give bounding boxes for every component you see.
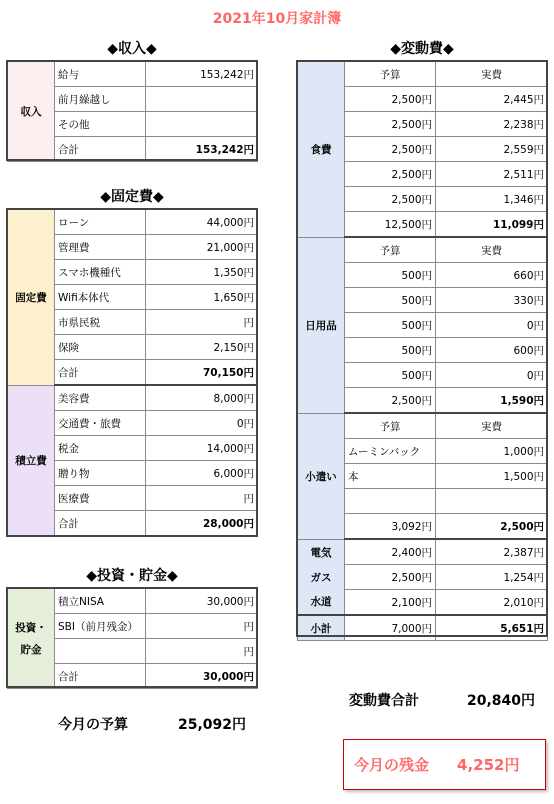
savings-total-label: 合計	[55, 511, 146, 536]
fixed-row-label: 保険	[55, 335, 146, 360]
food-budget: 2,500円	[345, 112, 436, 137]
income-category: 収入	[8, 62, 55, 162]
daily-actual: 660円	[436, 263, 548, 288]
invest-category-line2: 貯金	[20, 643, 42, 656]
util-actual: 1,254円	[436, 565, 548, 590]
pocket-actual: 1,500円	[436, 464, 548, 489]
food-total-budget: 12,500円	[345, 212, 436, 238]
util-actual: 2,387円	[436, 539, 548, 565]
var-total-label: 変動費合計	[349, 693, 419, 709]
daily-budget: 500円	[345, 263, 436, 288]
daily-actual: 0円	[436, 363, 548, 388]
invest-total-label: 合計	[55, 664, 146, 689]
food-total-actual: 11,099円	[436, 212, 548, 238]
fixed-heading: ◆固定費◆	[100, 189, 164, 205]
food-actual: 2,445円	[436, 87, 548, 112]
income-row-value: 153,242円	[146, 62, 258, 87]
fixed-row-value: 1,350円	[146, 260, 258, 285]
savings-category: 積立費	[8, 385, 55, 536]
variable-table	[297, 61, 548, 641]
fixed-total-value: 70,150円	[146, 360, 258, 386]
util-label: 水道	[298, 590, 345, 616]
food-actual: 2,238円	[436, 112, 548, 137]
income-table	[7, 61, 258, 162]
income-row-label: 前月繰越し	[55, 87, 146, 112]
savings-row-value: 0円	[146, 411, 258, 436]
util-label: ガス	[298, 565, 345, 590]
daily-actual: 0円	[436, 313, 548, 338]
fixed-row-value: 21,000円	[146, 235, 258, 260]
income-row-value	[146, 112, 258, 137]
food-category: 食費	[298, 62, 345, 238]
invest-heading: ◆投資・貯金◆	[86, 568, 178, 584]
savings-total-value: 28,000円	[146, 511, 258, 536]
fixed-row-value: 円	[146, 310, 258, 335]
daily-category: 日用品	[298, 237, 345, 413]
fixed-row-value: 2,150円	[146, 335, 258, 360]
col-actual-header: 実費	[436, 413, 548, 439]
savings-row-label: 医療費	[55, 486, 146, 511]
fixed-row-label: 管理費	[55, 235, 146, 260]
remaining-label: 今月の残金	[354, 756, 430, 774]
pocket-item	[345, 489, 436, 514]
invest-row-value: 円	[146, 639, 258, 664]
fixed-row-label: 市県民税	[55, 310, 146, 335]
invest-row-label	[55, 639, 146, 664]
savings-row-label: 交通費・旅費	[55, 411, 146, 436]
invest-row-value: 円	[146, 614, 258, 639]
income-total-value: 153,242円	[146, 137, 258, 162]
income-heading: ◆収入◆	[107, 41, 157, 57]
savings-row-label: 税金	[55, 436, 146, 461]
col-actual-header: 実費	[436, 237, 548, 263]
fixed-category: 固定費	[8, 210, 55, 386]
food-actual: 2,559円	[436, 137, 548, 162]
food-budget: 2,500円	[345, 162, 436, 187]
col-budget-header: 予算	[345, 413, 436, 439]
invest-row-label: SBI（前月残金）	[55, 614, 146, 639]
fixed-row-value: 44,000円	[146, 210, 258, 235]
daily-budget: 500円	[345, 313, 436, 338]
income-total-label: 合計	[55, 137, 146, 162]
util-budget: 2,100円	[345, 590, 436, 616]
subtotal-actual: 5,651円	[436, 615, 548, 641]
daily-budget: 500円	[345, 338, 436, 363]
savings-row-label: 贈り物	[55, 461, 146, 486]
daily-actual: 600円	[436, 338, 548, 363]
pocket-category: 小遣い	[298, 413, 345, 539]
invest-category-line1: 投資・	[15, 621, 47, 634]
daily-total-budget: 2,500円	[345, 388, 436, 414]
fixed-total-label: 合計	[55, 360, 146, 386]
daily-total-actual: 1,590円	[436, 388, 548, 414]
invest-total-value: 30,000円	[146, 664, 258, 689]
subtotal-label: 小計	[298, 615, 345, 641]
invest-row-value: 30,000円	[146, 589, 258, 614]
col-actual-header: 実費	[436, 62, 548, 87]
pocket-actual: 1,000円	[436, 439, 548, 464]
food-budget: 2,500円	[345, 87, 436, 112]
invest-table	[7, 588, 258, 689]
fixed-row-label: スマホ機種代	[55, 260, 146, 285]
pocket-total-budget: 3,092円	[345, 514, 436, 540]
remaining-value: 4,252円	[457, 756, 520, 774]
util-actual: 2,010円	[436, 590, 548, 616]
fixed-row-label: ローン	[55, 210, 146, 235]
daily-budget: 500円	[345, 288, 436, 313]
pocket-item: 本	[345, 464, 436, 489]
income-row-value	[146, 87, 258, 112]
var-total-value: 20,840円	[467, 693, 536, 709]
fixed-row-value: 1,650円	[146, 285, 258, 310]
food-budget: 2,500円	[345, 187, 436, 212]
savings-row-value: 6,000円	[146, 461, 258, 486]
income-row-label: 給与	[55, 62, 146, 87]
fixed-table	[7, 209, 258, 536]
invest-row-label: 積立NISA	[55, 589, 146, 614]
pocket-total-actual: 2,500円	[436, 514, 548, 540]
savings-row-value: 8,000円	[146, 385, 258, 411]
page-title: 2021年10月家計簿	[212, 11, 342, 27]
daily-budget: 500円	[345, 363, 436, 388]
col-budget-header: 予算	[345, 237, 436, 263]
util-label: 電気	[298, 539, 345, 565]
savings-row-value: 円	[146, 486, 258, 511]
budget-value: 25,092円	[178, 717, 247, 733]
variable-heading: ◆変動費◆	[390, 41, 454, 57]
util-budget: 2,400円	[345, 539, 436, 565]
remaining-box	[343, 739, 546, 790]
pocket-actual	[436, 489, 548, 514]
util-budget: 2,500円	[345, 565, 436, 590]
budget-label: 今月の予算	[58, 717, 128, 733]
savings-row-value: 14,000円	[146, 436, 258, 461]
subtotal-budget: 7,000円	[345, 615, 436, 641]
fixed-row-label: Wifi本体代	[55, 285, 146, 310]
daily-actual: 330円	[436, 288, 548, 313]
savings-row-label: 美容費	[55, 385, 146, 411]
food-actual: 1,346円	[436, 187, 548, 212]
income-row-label: その他	[55, 112, 146, 137]
food-budget: 2,500円	[345, 137, 436, 162]
pocket-item: ムーミンバック	[345, 439, 436, 464]
col-budget-header: 予算	[345, 62, 436, 87]
food-actual: 2,511円	[436, 162, 548, 187]
invest-category	[8, 589, 55, 689]
